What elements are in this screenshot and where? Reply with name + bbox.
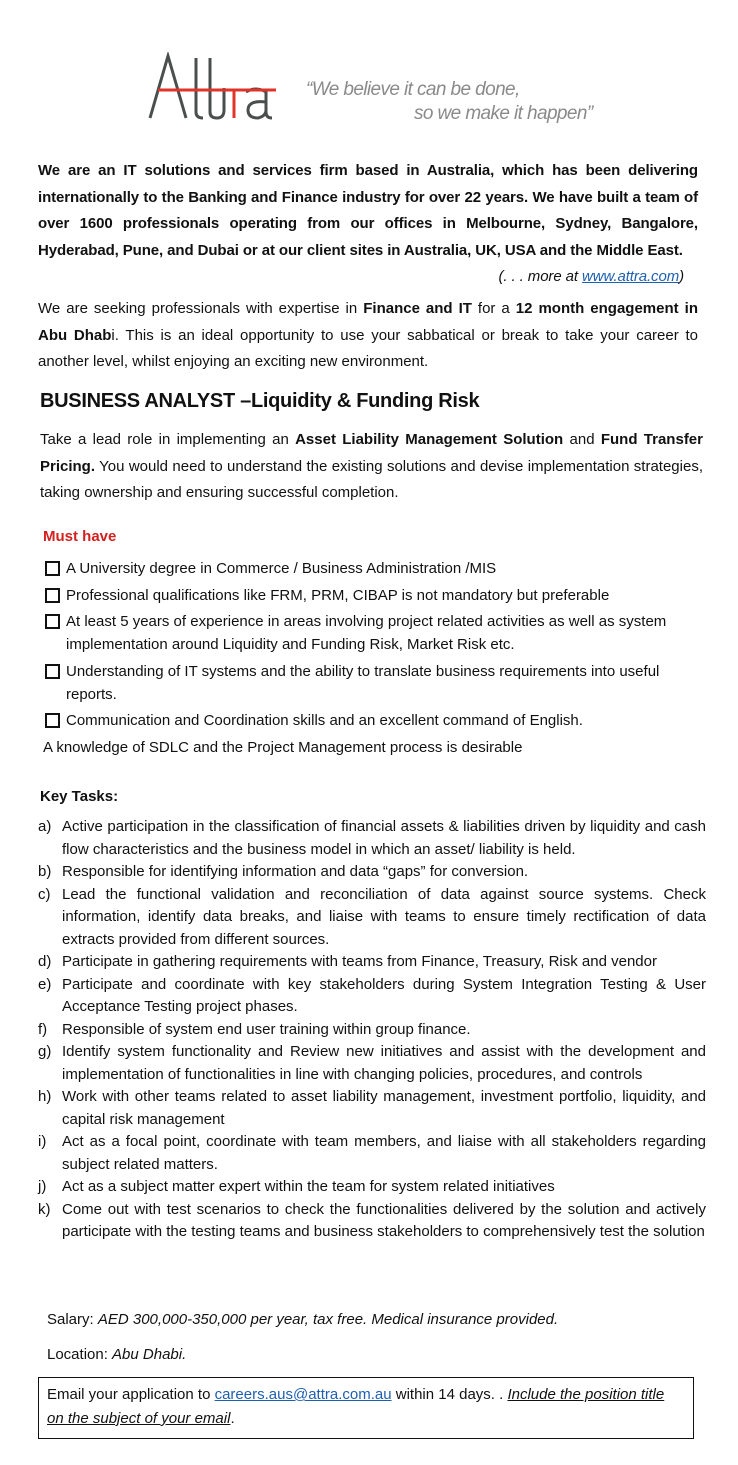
salary <box>47 1311 558 1328</box>
task-item <box>38 1131 706 1176</box>
task-label: j) <box>38 1178 47 1195</box>
requirement-item <box>43 584 693 607</box>
apply-text: . <box>230 1410 235 1427</box>
task-item <box>38 951 706 974</box>
seeking-text: i. This is an ideal opportunity to use your sabbatical or break to take your career to another level, whilst enjoying an exciting new environment. <box>38 326 698 370</box>
task-item <box>38 1176 706 1199</box>
role-summary <box>40 427 703 507</box>
key-tasks-list <box>38 816 706 1244</box>
seeking-text: We are seeking professionals with expertise in <box>38 300 364 317</box>
task-text: Act as a subject matter expert within the team for system related initiatives <box>62 1178 555 1195</box>
checkbox-icon <box>45 664 60 679</box>
seeking-paragraph <box>38 296 698 376</box>
task-label: a) <box>38 818 52 835</box>
task-item <box>38 816 706 861</box>
task-item <box>38 1041 706 1086</box>
task-text: Identify system functionality and Review new initiatives and assist with the development and implementation of functionalities in line with changing policies, procedures, and controls <box>62 1043 706 1083</box>
requirement-text: Communication and Coordination skills and an excellent command of English. <box>66 712 583 729</box>
application-instructions <box>38 1377 694 1439</box>
job-title: BUSINESS ANALYST –Liquidity & Funding Risk <box>40 390 480 412</box>
company-intro <box>38 158 698 291</box>
task-text: Lead the functional validation and reconciliation of data against source systems. Check information, identify data breaks, and liaise with teams to ensure timely rectification of data extracts provided from different sources. <box>62 885 706 948</box>
task-label: d) <box>38 953 52 970</box>
more-info <box>499 264 685 291</box>
checkbox-icon <box>45 588 60 603</box>
apply-text: within 14 days. . <box>391 1386 508 1403</box>
task-item <box>38 884 706 952</box>
task-label: c) <box>38 885 51 903</box>
task-item <box>38 974 706 1019</box>
task-label: i) <box>38 1133 47 1150</box>
apply-text: Email your application to <box>47 1386 215 1403</box>
tagline <box>306 78 593 126</box>
task-text: Act as a focal point, coordinate with team members, and liaise with all stakeholders regarding subject related matters. <box>62 1133 706 1173</box>
checkbox-icon <box>45 614 60 629</box>
attra-logo <box>148 52 278 120</box>
requirement-item <box>43 557 693 580</box>
sdlc-note: A knowledge of SDLC and the Project Management process is desirable <box>43 738 523 756</box>
seeking-bold: 12 month engagement in Abu Dhab <box>38 300 698 344</box>
summary-text: You would need to understand the existing solutions and devise implementation strategies, taking ownership and ensuring successful completion. <box>40 457 703 501</box>
requirement-text: A University degree in Commerce / Business Administration /MIS <box>66 560 497 577</box>
task-label: h) <box>38 1088 52 1105</box>
salary-value: AED 300,000-350,000 per year, tax free. Medical insurance provided. <box>97 1311 559 1328</box>
tagline-line-2: so we make it happen” <box>414 103 593 124</box>
task-label: k) <box>38 1200 51 1218</box>
task-text: Work with other teams related to asset liability management, investment portfolio, liquidity, and capital risk management <box>62 1088 706 1128</box>
requirement-text: Professional qualifications like FRM, PRM, CIBAP is not mandatory but preferable <box>66 586 610 604</box>
task-item <box>38 1019 706 1042</box>
more-prefix: (. . . more at <box>498 268 583 285</box>
more-suffix: ) <box>679 268 684 285</box>
checkbox-icon <box>45 561 60 576</box>
location <box>47 1346 186 1363</box>
requirement-item <box>43 610 693 656</box>
task-item <box>38 1086 706 1131</box>
seeking-bold: Finance and IT <box>363 300 472 317</box>
task-label: g) <box>38 1043 52 1060</box>
apply-instruction: Include the position title on the subject of your email <box>47 1386 665 1427</box>
task-item <box>38 861 706 884</box>
summary-bold: Fund Transfer Pricing. <box>40 431 703 475</box>
requirement-item <box>43 660 693 706</box>
seeking-text: for a <box>471 300 516 317</box>
task-item <box>38 1199 706 1244</box>
summary-text: and <box>563 431 601 448</box>
requirement-text: Understanding of IT systems and the ability to translate business requirements into useful reports. <box>66 662 660 703</box>
requirement-text: At least 5 years of experience in areas involving project related activities as well as system implementation around Liquidity and Funding Risk, Market Risk etc. <box>66 613 667 653</box>
summary-text: Take a lead role in implementing an <box>40 431 296 448</box>
task-text: Participate in gathering requirements with teams from Finance, Treasury, Risk and vendor <box>62 953 657 970</box>
must-have-heading: Must have <box>43 528 117 545</box>
task-text: Responsible for identifying information and data “gaps” for conversion. <box>62 863 529 880</box>
requirements-list <box>43 557 693 759</box>
task-label: e) <box>38 975 52 993</box>
careers-email-link[interactable]: careers.aus@attra.com.au <box>214 1386 392 1403</box>
task-text: Active participation in the classification of financial assets & liabilities driven by liquidity and cash flow characteristics and the business model in which an asset/ liability is held. <box>62 818 706 858</box>
task-text: Come out with test scenarios to check the functionalities delivered by the solution and actively participate with the testing teams and business stakeholders to comprehensively test the solution <box>62 1200 706 1240</box>
summary-bold: Asset Liability Management Solution <box>295 431 564 448</box>
location-label: Location: <box>47 1346 113 1363</box>
company-website-link[interactable]: www.attra.com <box>582 268 680 285</box>
task-text: Responsible of system end user training within group finance. <box>62 1020 471 1038</box>
checkbox-icon <box>45 713 60 728</box>
intro-text: We are an IT solutions and services firm based in Australia, which has been delivering internationally to the Banking and Finance industry for over 22 years. We have built a team of over 1600 professionals operating from our offices in Melbourne, Sydney, Bangalore, Hyderabad, Pune, and Dubai or at our client sites in Australia, UK, USA and the Middle East. <box>38 162 698 259</box>
task-label: f) <box>38 1020 48 1038</box>
location-value: Abu Dhabi. <box>112 1346 187 1363</box>
salary-label: Salary: <box>47 1311 98 1328</box>
task-text: Participate and coordinate with key stakeholders during System Integration Testing & User Acceptance Testing project phases. <box>62 975 706 1015</box>
requirement-item <box>43 709 693 732</box>
tagline-line-1: “We believe it can be done, <box>306 79 520 100</box>
task-label: b) <box>38 863 52 880</box>
key-tasks-heading: Key Tasks: <box>40 788 119 805</box>
